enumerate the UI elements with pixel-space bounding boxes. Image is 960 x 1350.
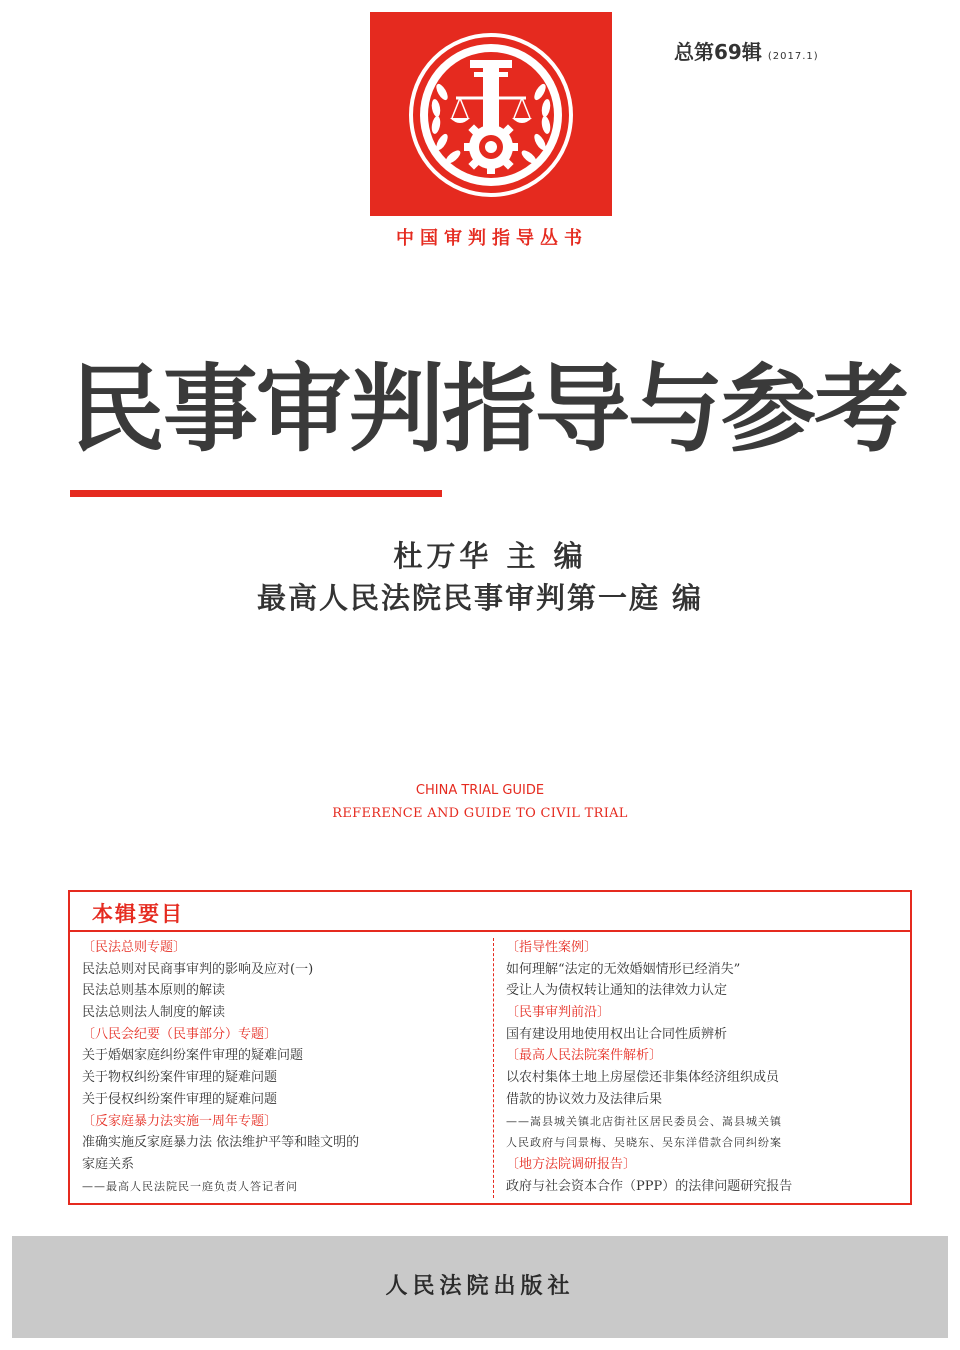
toc-right-line: 政府与社会资本合作（PPP）的法律问题研究报告 <box>506 1178 793 1194</box>
toc-right-column <box>506 937 906 1197</box>
toc-header <box>70 892 910 932</box>
toc-left-line: 准确实施反家庭暴力法 依法维护平等和睦文明的 <box>82 1135 360 1151</box>
toc-right-line: 如何理解“法定的无效婚姻情形已经消失” <box>506 961 741 977</box>
title-underline <box>70 490 442 497</box>
table-of-contents <box>68 890 912 1205</box>
toc-left-line: 民法总则对民商事审判的影响及应对(一) <box>82 961 314 977</box>
toc-left-column <box>82 937 482 1197</box>
toc-left-line: 关于侵权纠纷案件审理的疑难问题 <box>82 1091 278 1107</box>
court-emblem <box>370 12 612 216</box>
toc-left-line: 关于物权纠纷案件审理的疑难问题 <box>82 1070 278 1086</box>
court-emblem-icon <box>370 12 612 216</box>
toc-left-line: 家庭关系 <box>82 1156 135 1172</box>
toc-right-line: 国有建设用地使用权出让合同性质辨析 <box>506 1026 728 1042</box>
toc-left-line: ——最高人民法院民一庭负责人答记者问 <box>82 1179 298 1193</box>
issue-label: 总第69辑 <box>674 40 762 64</box>
english-title-line2: REFERENCE AND GUIDE TO CIVIL TRIAL <box>332 806 628 821</box>
toc-left-line: 民法总则基本原则的解读 <box>82 983 226 999</box>
publisher-name: 人民法院出版社 <box>385 1273 575 1299</box>
toc-left-line: 〔民法总则专题〕 <box>82 940 187 955</box>
toc-right-line: ——嵩县城关镇北店街社区居民委员会、嵩县城关镇 <box>506 1114 782 1128</box>
toc-left-line: 民法总则法人制度的解读 <box>82 1005 226 1021</box>
toc-heading: 本辑要目 <box>92 902 184 926</box>
publisher-band <box>12 1236 948 1338</box>
chief-editor: 杜万华 主 编 <box>393 539 587 573</box>
toc-right-line: 〔民事审判前沿〕 <box>506 1005 611 1021</box>
toc-right-line: 借款的协议效力及法律后果 <box>506 1091 663 1107</box>
toc-left-line: 关于婚姻家庭纠纷案件审理的疑难问题 <box>82 1048 304 1064</box>
english-title-line1: CHINA TRIAL GUIDE <box>415 783 545 798</box>
issue-number <box>674 36 819 65</box>
toc-right-line: 〔指导性案例〕 <box>506 940 598 955</box>
toc-right-line: 以农村集体土地上房屋偿还非集体经济组织成员 <box>506 1070 780 1086</box>
toc-right-line: 〔最高人民法院案件解析〕 <box>506 1048 663 1064</box>
toc-right-line: 〔地方法院调研报告〕 <box>506 1156 637 1172</box>
editing-organization: 最高人民法院民事审判第一庭 编 <box>256 581 704 615</box>
toc-right-line: 受让人为债权转让通知的法律效力认定 <box>506 983 728 999</box>
series-name: 中国审判指导丛书 <box>396 228 588 249</box>
issue-year: (2017.1) <box>767 51 819 62</box>
toc-left-line: 〔反家庭暴力法实施一周年专题〕 <box>82 1113 278 1129</box>
toc-right-line: 人民政府与闫景梅、吴晓东、吴东洋借款合同纠纷案 <box>506 1136 782 1150</box>
book-title: 民事审判指导与参考 <box>70 354 908 465</box>
toc-left-line: 〔八民会纪要（民事部分）专题〕 <box>82 1026 278 1042</box>
toc-divider <box>493 938 494 1198</box>
